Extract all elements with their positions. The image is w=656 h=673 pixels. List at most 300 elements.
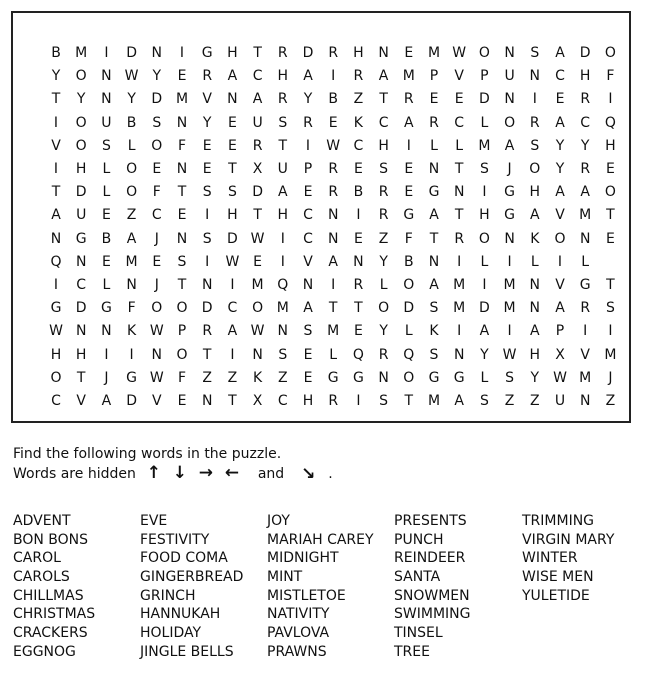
grid-letter: O bbox=[176, 346, 188, 363]
grid-letter: T bbox=[253, 207, 262, 224]
grid-letter: E bbox=[303, 369, 313, 386]
grid-letter: L bbox=[127, 137, 136, 154]
grid-letter: B bbox=[101, 230, 112, 247]
grid-letter: I bbox=[532, 91, 537, 108]
grid-letter: R bbox=[202, 323, 213, 340]
grid-letter: R bbox=[328, 393, 339, 409]
grid-letter: O bbox=[126, 184, 138, 201]
grid-letter: O bbox=[151, 137, 163, 154]
grid-letter: T bbox=[278, 137, 288, 154]
grid-row bbox=[13, 205, 629, 225]
grid-letter: N bbox=[428, 161, 440, 177]
grid-letter: O bbox=[378, 300, 390, 317]
grid-letter: A bbox=[530, 323, 540, 340]
grid-letter: A bbox=[51, 207, 61, 224]
grid-letter: L bbox=[404, 323, 413, 340]
grid-letter: K bbox=[127, 323, 137, 340]
grid-letter: I bbox=[583, 323, 588, 340]
grid-letter: W bbox=[149, 369, 164, 386]
word-item: ADVENT bbox=[13, 513, 71, 529]
grid-letter: H bbox=[277, 68, 289, 85]
grid-letter: V bbox=[202, 91, 212, 108]
arrow-down-icon: ↓ bbox=[172, 463, 187, 483]
grid-letter: M bbox=[579, 207, 592, 224]
word-item: SWIMMING bbox=[394, 606, 471, 623]
grid-letter: L bbox=[329, 346, 338, 363]
grid-letter: Y bbox=[530, 369, 540, 386]
grid-letter: G bbox=[579, 277, 591, 293]
grid-letter: W bbox=[502, 346, 517, 363]
grid-letter: N bbox=[176, 161, 188, 177]
grid-letter: Z bbox=[378, 230, 389, 247]
grid-letter: J bbox=[608, 369, 613, 386]
grid-letter: U bbox=[76, 207, 87, 224]
arrow-right-icon: → bbox=[198, 463, 213, 483]
grid-letter: E bbox=[429, 91, 439, 108]
grid-letter: N bbox=[50, 230, 62, 247]
grid-letter: A bbox=[227, 323, 238, 340]
grid-letter: S bbox=[278, 346, 288, 363]
grid-letter: Y bbox=[76, 91, 86, 108]
grid-letter: J bbox=[154, 277, 159, 293]
grid-letter: N bbox=[579, 393, 591, 409]
grid-letter: N bbox=[227, 91, 238, 108]
word-item: CHILLMAS bbox=[13, 587, 84, 604]
grid-letter: I bbox=[104, 45, 109, 61]
grid-letter: A bbox=[303, 300, 313, 317]
grid-letter: V bbox=[51, 137, 61, 154]
grid-letter: H bbox=[378, 137, 389, 154]
word-item: HANNUKAH bbox=[140, 606, 221, 623]
grid-letter: O bbox=[504, 114, 516, 131]
grid-letter: C bbox=[51, 393, 61, 409]
grid-letter: M bbox=[327, 323, 340, 340]
grid-letter: G bbox=[428, 369, 440, 386]
grid-letter: S bbox=[479, 393, 489, 409]
grid-letter: G bbox=[504, 184, 516, 201]
grid-letter: R bbox=[378, 346, 389, 363]
grid-letter: O bbox=[50, 369, 62, 386]
grid-letter: I bbox=[356, 207, 361, 224]
grid-letter: S bbox=[505, 369, 515, 386]
word-item: SNOWMEN bbox=[394, 587, 470, 604]
word-item: BON BONS bbox=[13, 531, 89, 548]
word-item: YULETIDE bbox=[522, 587, 590, 604]
grid-letter: H bbox=[75, 161, 87, 177]
grid-letter: V bbox=[580, 346, 590, 363]
grid-letter: F bbox=[127, 300, 136, 317]
grid-letter: O bbox=[75, 137, 87, 154]
grid-letter: N bbox=[327, 230, 339, 247]
grid-letter: R bbox=[277, 91, 288, 108]
grid-letter: R bbox=[328, 161, 339, 177]
grid-letter: N bbox=[504, 230, 515, 247]
grid-letter: I bbox=[53, 114, 59, 131]
instructions-and: and bbox=[257, 465, 285, 482]
grid-letter: G bbox=[403, 207, 415, 224]
grid-letter: I bbox=[305, 137, 311, 154]
grid-letter: N bbox=[277, 323, 289, 340]
grid-letter: V bbox=[454, 68, 464, 85]
grid-letter: Z bbox=[278, 369, 288, 386]
grid-letter: A bbox=[252, 91, 263, 108]
grid-letter: V bbox=[76, 393, 86, 409]
grid-letter: I bbox=[482, 184, 487, 201]
grid-letter: N bbox=[101, 323, 112, 340]
grid-letter: J bbox=[507, 161, 512, 177]
instructions bbox=[13, 445, 333, 484]
grid-letter: E bbox=[605, 161, 615, 177]
grid-letter: N bbox=[529, 68, 541, 85]
grid-letter: M bbox=[453, 277, 466, 293]
grid-letter: I bbox=[457, 323, 462, 340]
grid-letter: L bbox=[480, 253, 489, 270]
grid-letter: K bbox=[253, 369, 263, 386]
grid-letter: D bbox=[126, 393, 137, 409]
grid-letter: M bbox=[604, 346, 617, 363]
grid-letter: N bbox=[101, 68, 112, 85]
word-item: MIDNIGHT bbox=[267, 550, 339, 567]
grid-letter: Z bbox=[504, 393, 515, 409]
grid-letter: T bbox=[228, 393, 237, 409]
grid-row bbox=[13, 252, 629, 272]
grid-letter: A bbox=[126, 230, 137, 247]
grid-letter: I bbox=[104, 346, 109, 363]
grid-letter: M bbox=[427, 393, 441, 409]
grid-letter: R bbox=[303, 114, 313, 131]
word-item: GRINCH bbox=[140, 587, 196, 604]
grid-letter: L bbox=[102, 184, 111, 201]
grid-letter: G bbox=[201, 45, 213, 61]
grid-letter: S bbox=[202, 184, 212, 201]
grid-letter: I bbox=[507, 253, 512, 270]
grid-letter: T bbox=[328, 300, 338, 317]
grid-letter: S bbox=[429, 300, 439, 317]
grid-letter: U bbox=[277, 161, 288, 177]
grid-letter: H bbox=[529, 184, 541, 201]
grid-letter: I bbox=[53, 161, 59, 177]
word-column bbox=[394, 512, 519, 662]
grid-letter: N bbox=[176, 230, 188, 247]
grid-letter: N bbox=[101, 91, 112, 108]
grid-letter: V bbox=[555, 207, 565, 224]
word-item: WINTER bbox=[522, 550, 578, 567]
grid-letter: D bbox=[227, 230, 238, 247]
grid-letter: S bbox=[379, 161, 389, 177]
word-item: MISTLETOE bbox=[267, 587, 346, 604]
grid-letter: W bbox=[49, 323, 63, 340]
grid-letter: T bbox=[404, 393, 414, 409]
grid-letter: A bbox=[555, 114, 565, 131]
grid-letter: F bbox=[152, 184, 161, 201]
grid-letter: T bbox=[51, 91, 61, 108]
grid-letter: A bbox=[555, 45, 565, 61]
instructions-prefix: Words are hidden bbox=[13, 465, 136, 482]
grid-letter: D bbox=[302, 45, 314, 61]
word-item: NATIVITY bbox=[267, 606, 330, 623]
grid-letter: C bbox=[151, 207, 162, 224]
grid-letter: W bbox=[452, 45, 467, 61]
grid-letter: G bbox=[75, 230, 87, 247]
grid-letter: R bbox=[378, 207, 389, 224]
grid-letter: N bbox=[327, 207, 339, 224]
grid-letter: A bbox=[555, 184, 565, 201]
grid-letter: Y bbox=[379, 323, 388, 340]
grid-letter: Q bbox=[403, 346, 415, 363]
grid-row bbox=[13, 113, 629, 133]
grid-letter: G bbox=[428, 184, 440, 201]
grid-letter: A bbox=[378, 68, 389, 85]
word-item: TINSEL bbox=[394, 625, 443, 642]
grid-letter: F bbox=[404, 230, 413, 247]
grid-letter: D bbox=[201, 300, 213, 317]
grid-letter: R bbox=[403, 91, 414, 108]
grid-letter: T bbox=[454, 161, 464, 177]
grid-letter: R bbox=[277, 45, 288, 61]
grid-row bbox=[13, 275, 629, 295]
grid-letter: Z bbox=[202, 369, 212, 386]
grid-letter: I bbox=[608, 323, 613, 340]
grid-letter: H bbox=[479, 207, 490, 224]
grid-letter: J bbox=[104, 369, 109, 386]
grid-letter: I bbox=[608, 91, 613, 108]
grid-letter: N bbox=[453, 346, 465, 363]
grid-letter: L bbox=[480, 114, 489, 131]
grid-letter: I bbox=[205, 207, 210, 224]
arrow-left-icon: ← bbox=[224, 463, 239, 483]
grid-letter: O bbox=[151, 300, 163, 317]
grid-letter: Y bbox=[127, 91, 136, 108]
grid-letter: P bbox=[555, 323, 565, 340]
grid-letter: J bbox=[154, 230, 159, 247]
grid-letter: T bbox=[202, 346, 212, 363]
grid-letter: M bbox=[276, 300, 289, 317]
grid-letter: R bbox=[353, 68, 364, 85]
grid-letter: G bbox=[50, 300, 62, 317]
grid-letter: O bbox=[478, 230, 490, 247]
grid-letter: F bbox=[177, 137, 187, 154]
grid-letter: N bbox=[529, 300, 541, 317]
grid-letter: R bbox=[353, 277, 364, 293]
grid-letter: M bbox=[402, 68, 415, 85]
grid-letter: U bbox=[504, 68, 515, 85]
grid-letter: V bbox=[303, 253, 313, 270]
grid-letter: D bbox=[479, 300, 490, 317]
grid-letter: Y bbox=[379, 253, 388, 270]
grid-letter: W bbox=[124, 68, 139, 85]
grid-letter: R bbox=[580, 300, 591, 317]
grid-letter: E bbox=[303, 184, 313, 201]
word-item: HOLIDAY bbox=[140, 625, 202, 642]
grid-letter: N bbox=[201, 277, 213, 293]
word-item: REINDEER bbox=[394, 550, 466, 567]
grid-letter: P bbox=[177, 323, 187, 340]
grid-letter: Z bbox=[227, 369, 238, 386]
grid-letter: I bbox=[331, 68, 336, 85]
grid-letter: T bbox=[76, 369, 86, 386]
instructions-period: . bbox=[328, 465, 333, 482]
grid-letter: C bbox=[555, 68, 565, 85]
grid-letter: I bbox=[482, 277, 487, 293]
grid-letter: E bbox=[353, 230, 363, 247]
grid-letter: D bbox=[252, 184, 263, 201]
grid-letter: F bbox=[177, 369, 187, 386]
word-item: MARIAH CAREY bbox=[267, 531, 374, 548]
grid-letter: N bbox=[378, 369, 389, 386]
grid-letter: O bbox=[403, 277, 415, 293]
grid-letter: T bbox=[606, 277, 615, 293]
grid-letter: C bbox=[277, 393, 288, 409]
grid-letter: S bbox=[101, 137, 111, 154]
grid-letter: E bbox=[303, 346, 313, 363]
grid-letter: A bbox=[404, 114, 414, 131]
grid-letter: D bbox=[75, 300, 87, 317]
grid-letter: Y bbox=[555, 137, 565, 154]
grid-letter: R bbox=[454, 230, 465, 247]
grid-letter: Q bbox=[50, 253, 62, 270]
grid-letter: N bbox=[302, 277, 314, 293]
grid-letter: N bbox=[126, 277, 137, 293]
grid-letter: E bbox=[353, 323, 363, 340]
grid-letter: B bbox=[328, 91, 338, 108]
grid-letter: E bbox=[404, 45, 414, 61]
grid-letter: L bbox=[455, 137, 464, 154]
grid-letter: E bbox=[227, 137, 237, 154]
grid-letter: L bbox=[581, 253, 590, 270]
grid-letter: H bbox=[529, 346, 541, 363]
word-item: CAROL bbox=[13, 550, 61, 567]
grid-letter: I bbox=[53, 277, 59, 293]
grid-letter: H bbox=[277, 207, 289, 224]
grid-letter: O bbox=[554, 230, 566, 247]
grid-row bbox=[13, 43, 629, 63]
grid-letter: T bbox=[429, 230, 439, 247]
grid-letter: M bbox=[579, 369, 592, 386]
grid-letter: E bbox=[404, 184, 414, 201]
grid-letter: X bbox=[252, 393, 263, 409]
grid-letter: A bbox=[504, 137, 515, 154]
grid-letter: L bbox=[102, 277, 111, 293]
grid-letter: B bbox=[126, 114, 137, 131]
grid-letter: N bbox=[353, 253, 364, 270]
grid-letter: A bbox=[429, 207, 439, 224]
grid-letter: U bbox=[101, 114, 112, 131]
word-item: GINGERBREAD bbox=[140, 569, 244, 586]
grid-letter: E bbox=[177, 207, 187, 224]
grid-letter: W bbox=[225, 253, 240, 270]
grid-letter: X bbox=[555, 346, 565, 363]
grid-letter: M bbox=[251, 277, 264, 293]
grid-letter: C bbox=[303, 230, 313, 247]
grid-letter: S bbox=[429, 346, 439, 363]
grid-letter: E bbox=[353, 161, 363, 177]
grid-letter: O bbox=[75, 114, 87, 131]
grid-letter: E bbox=[555, 91, 565, 108]
grid-letter: A bbox=[555, 300, 565, 317]
grid-letter: O bbox=[126, 161, 138, 177]
grid-letter: R bbox=[429, 114, 439, 131]
grid-letter: E bbox=[101, 253, 111, 270]
grid-letter: N bbox=[75, 323, 87, 340]
grid-letter: M bbox=[75, 45, 88, 61]
grid-letter: S bbox=[227, 184, 237, 201]
word-column bbox=[13, 512, 138, 662]
grid-letter: L bbox=[102, 161, 111, 177]
grid-letter: R bbox=[378, 184, 389, 201]
grid-letter: I bbox=[230, 277, 235, 293]
grid-row bbox=[13, 368, 629, 388]
grid-letter: Q bbox=[604, 114, 616, 131]
grid-letter: I bbox=[280, 230, 285, 247]
grid-letter: C bbox=[76, 277, 87, 293]
word-item: JOY bbox=[267, 513, 290, 529]
grid-letter: Q bbox=[277, 277, 289, 293]
grid-letter: E bbox=[328, 114, 338, 131]
grid-letter: G bbox=[352, 369, 364, 386]
grid-letter: B bbox=[51, 45, 61, 61]
grid-letter: I bbox=[457, 253, 462, 270]
grid-row bbox=[13, 229, 629, 249]
grid-letter: M bbox=[478, 137, 491, 154]
grid-letter: K bbox=[530, 230, 540, 247]
grid-letter: C bbox=[454, 114, 465, 131]
grid-letter: E bbox=[227, 114, 237, 131]
grid-letter: C bbox=[378, 114, 389, 131]
grid-letter: G bbox=[100, 300, 112, 317]
grid-letter: D bbox=[479, 91, 490, 108]
grid-letter: I bbox=[205, 253, 210, 270]
grid-letter: I bbox=[230, 346, 235, 363]
grid-letter: H bbox=[353, 45, 364, 61]
grid-letter: Y bbox=[580, 137, 590, 154]
grid-letter: N bbox=[151, 346, 163, 363]
grid-row bbox=[13, 345, 629, 365]
grid-letter: R bbox=[202, 68, 213, 85]
grid-row bbox=[13, 66, 629, 86]
grid-letter: T bbox=[454, 207, 464, 224]
grid-letter: S bbox=[479, 161, 489, 177]
grid-letter: R bbox=[529, 114, 540, 131]
grid-letter: P bbox=[303, 161, 313, 177]
grid-letter: N bbox=[151, 45, 163, 61]
grid-letter: M bbox=[503, 277, 516, 293]
grid-letter: T bbox=[606, 207, 615, 224]
grid-letter: D bbox=[126, 45, 137, 61]
grid-letter: O bbox=[604, 184, 616, 201]
grid-letter: N bbox=[453, 184, 465, 201]
grid-letter: D bbox=[403, 300, 415, 317]
grid-letter: O bbox=[403, 369, 415, 386]
grid-letter: I bbox=[129, 346, 134, 363]
grid-letter: V bbox=[555, 277, 565, 293]
grid-letter: O bbox=[604, 45, 616, 61]
grid-letter: A bbox=[303, 68, 313, 85]
grid-letter: N bbox=[201, 393, 213, 409]
grid-letter: W bbox=[250, 323, 265, 340]
grid-letter: M bbox=[175, 91, 189, 108]
grid-letter: L bbox=[379, 277, 388, 293]
word-item: EGGNOG bbox=[13, 643, 76, 660]
word-item: TRIMMING bbox=[522, 513, 595, 529]
word-item: PAVLOVA bbox=[267, 625, 330, 642]
word-item: JINGLE BELLS bbox=[140, 643, 234, 660]
grid-letter: I bbox=[331, 277, 336, 293]
grid-letter: A bbox=[429, 277, 439, 293]
grid-letter: Z bbox=[353, 91, 364, 108]
grid-letter: R bbox=[252, 137, 263, 154]
grid-letter: L bbox=[480, 369, 489, 386]
grid-letter: S bbox=[278, 114, 288, 131]
